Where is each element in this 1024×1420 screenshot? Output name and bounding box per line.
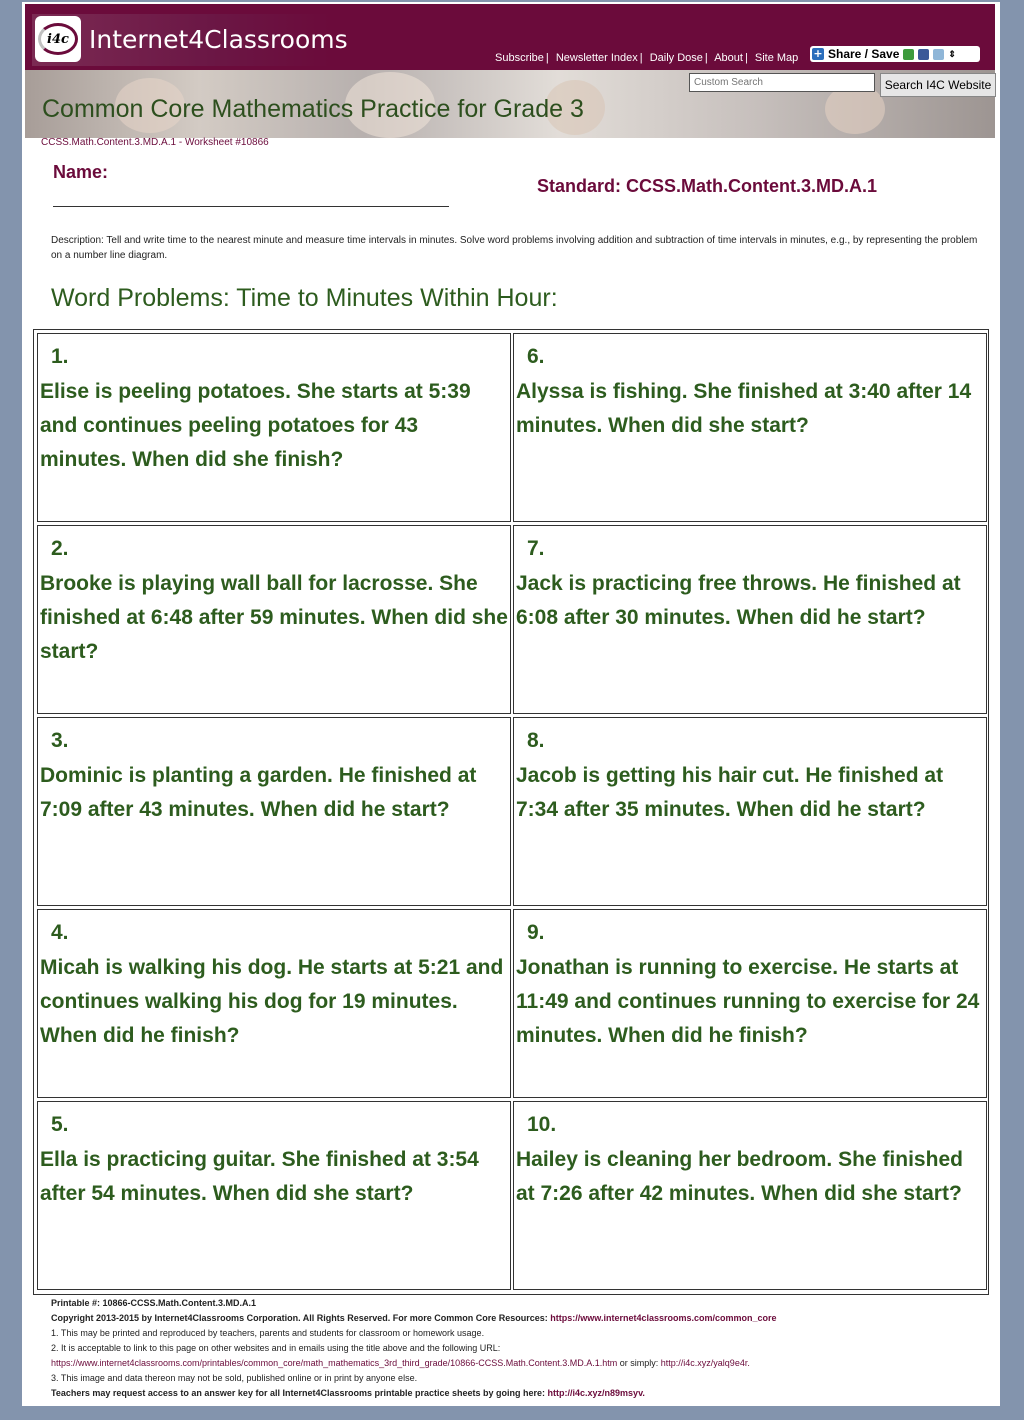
problem-text: Brooke is playing wall ball for lacrosse. She finished at 6:48 after 59 minutes. When did she start? [40, 572, 508, 663]
problem-text: Dominic is planting a garden. He finished at 7:09 after 43 minutes. When did he start? [40, 764, 477, 821]
site-logo[interactable] [32, 14, 348, 66]
search-input[interactable] [689, 73, 875, 92]
page [22, 2, 1000, 1406]
problem-cell-5 [37, 1101, 511, 1290]
usage-note-1: 1. This may be printed and reproduced by teachers, parents and students for classroom or homework usage. [51, 1328, 485, 1338]
problem-cell-8 [513, 717, 987, 906]
problem-number: 10. [527, 1113, 557, 1136]
answer-key-note [51, 1386, 981, 1401]
problem-number: 1. [51, 345, 69, 368]
more-arrows-icon[interactable]: ⇕ [948, 48, 956, 59]
breadcrumb: CCSS.Math.Content.3.MD.A.1 - Worksheet #10866 [41, 137, 269, 148]
problem-cell-10 [513, 1101, 987, 1290]
problem-cell-4 [37, 909, 511, 1098]
problem-cell-1 [37, 333, 511, 522]
usage-note-3: 3. This image and data thereon may not be sold, published online or in print by anyone else. [51, 1373, 418, 1383]
problem-number: 8. [527, 729, 545, 752]
site-name: Internet4Classrooms [89, 25, 348, 54]
search-button[interactable]: Search I4C Website [880, 73, 996, 97]
problem-cell-7 [513, 525, 987, 714]
nav-separator: | [639, 52, 643, 64]
problem-text: Jonathan is running to exercise. He starts at 11:49 and continues running to exercise for 24 minutes. When did he finish? [516, 956, 980, 1047]
name-line [53, 206, 449, 207]
copyright [51, 1311, 981, 1326]
nav-about[interactable]: About [714, 52, 743, 64]
problem-number: 7. [527, 537, 545, 560]
problem-text: Alyssa is fishing. She finished at 3:40 after 14 minutes. When did she start? [516, 380, 972, 437]
problem-text: Micah is walking his dog. He starts at 5:21 and continues walking his dog for 19 minutes. When did he finish? [40, 956, 504, 1047]
problem-text: Elise is peeling potatoes. She starts at 5:39 and continues peeling potatoes for 43 minutes. When did she finish? [40, 380, 471, 471]
nav-separator: | [744, 52, 748, 64]
problem-text: Hailey is cleaning her bedroom. She finished at 7:26 after 42 minutes. When did she start? [516, 1148, 963, 1205]
share-save-button[interactable] [810, 46, 980, 62]
problem-text: Jack is practicing free throws. He finished at 6:08 after 30 minutes. When did he start? [516, 572, 961, 629]
problem-text: Jacob is getting his hair cut. He finished at 7:34 after 35 minutes. When did he start? [516, 764, 944, 821]
page-url-line [51, 1356, 981, 1371]
plus-icon: + [813, 47, 823, 60]
copyright-text: Copyright 2013-2015 by Internet4Classrooms Corporation. All Rights Reserved. For more Common Core Resources: [51, 1313, 551, 1323]
answer-key-link[interactable]: http://i4c.xyz/n89msyv. [547, 1388, 645, 1398]
problem-number: 3. [51, 729, 69, 752]
problem-number: 9. [527, 921, 545, 944]
footer [51, 1296, 981, 1401]
usage-note-2: 2. It is acceptable to link to this page on other websites and in emails using the title above and the following URL: [51, 1343, 501, 1353]
problem-text: Ella is practicing guitar. She finished at 3:54 after 54 minutes. When did she start? [40, 1148, 479, 1205]
nav-site-map[interactable]: Site Map [754, 52, 799, 64]
nav-separator: | [704, 52, 708, 64]
common-core-link[interactable]: https://www.internet4classrooms.com/common_core [550, 1313, 777, 1323]
url-or-text: or simply: [617, 1358, 661, 1368]
share-label: Share / Save [828, 47, 900, 61]
nav-separator: | [545, 52, 549, 64]
answer-key-text: Teachers may request access to an answer key for all Internet4Classrooms printable practice sheets by going here: [51, 1388, 548, 1398]
site-header [25, 4, 995, 70]
standard-label: Standard: CCSS.Math.Content.3.MD.A.1 [537, 176, 878, 196]
page-url-link[interactable]: https://www.internet4classrooms.com/printables/common_core/math_mathematics_3rd_third_grade/10866-CCSS.Math.Content.3.MD.A.1.htm [51, 1358, 618, 1368]
problem-grid [33, 329, 989, 1295]
logo-badge [35, 16, 81, 62]
nav-subscribe[interactable]: Subscribe [495, 52, 544, 64]
nav-newsletter-index[interactable]: Newsletter Index [555, 52, 638, 64]
page-title: Common Core Mathematics Practice for Grade 3 [42, 95, 584, 123]
name-label: Name: [53, 162, 109, 182]
facebook-icon[interactable] [918, 49, 929, 60]
problem-cell-6 [513, 333, 987, 522]
worksheet-heading: Word Problems: Time to Minutes Within Hour: [51, 284, 558, 312]
problem-number: 5. [51, 1113, 69, 1136]
problem-cell-2 [37, 525, 511, 714]
email-share-icon[interactable] [903, 49, 914, 60]
problem-number: 6. [527, 345, 545, 368]
problem-number: 4. [51, 921, 69, 944]
printable-number: Printable #: 10866-CCSS.Math.Content.3.MD.A.1 [51, 1298, 257, 1308]
twitter-icon[interactable] [933, 49, 944, 60]
short-url-link[interactable]: http://i4c.xyz/yalq9e4r. [660, 1358, 750, 1368]
problem-cell-3 [37, 717, 511, 906]
problem-cell-9 [513, 909, 987, 1098]
description: Description: Tell and write time to the nearest minute and measure time intervals in minutes. Solve word problems involving addition and subtraction of time intervals in minutes, e.g., by representing the problem on a number line diagram. [51, 235, 978, 261]
problem-number: 2. [51, 537, 69, 560]
nav-daily-dose[interactable]: Daily Dose [649, 52, 703, 64]
top-nav [495, 52, 798, 64]
logo-badge-text: i4c [38, 23, 78, 55]
